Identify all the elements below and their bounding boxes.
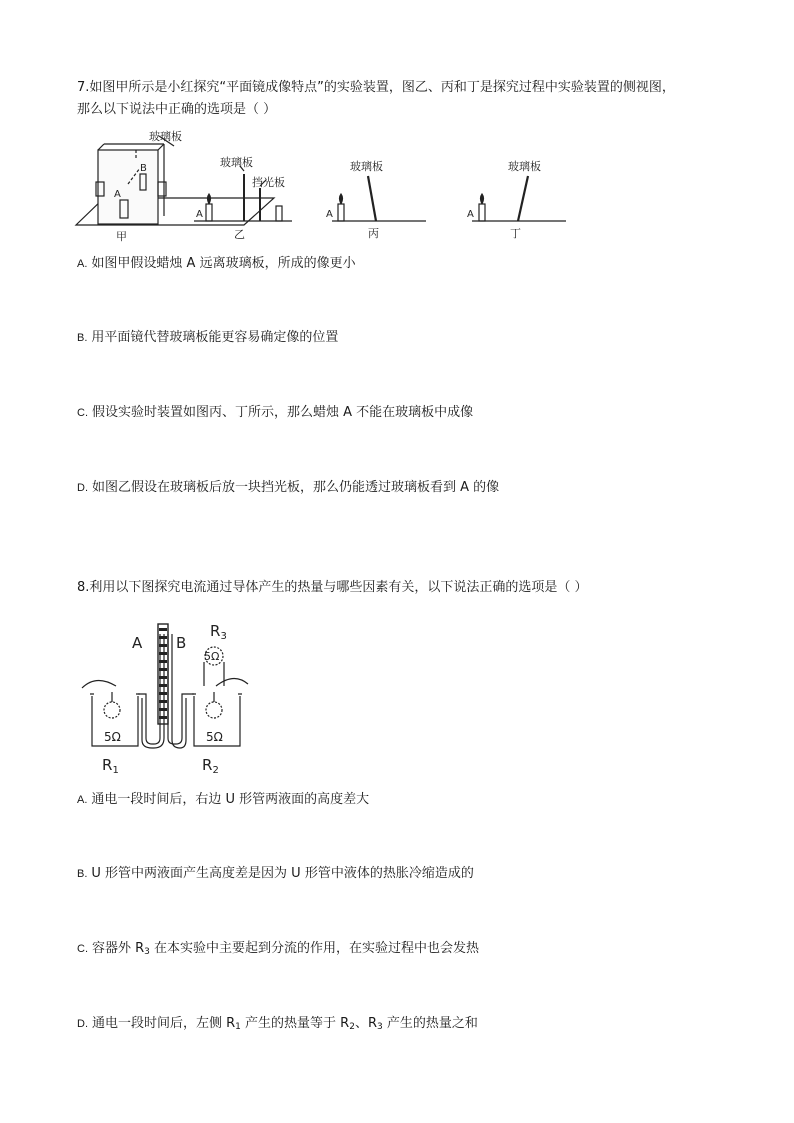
q8-option-d-sub1: 1 [235,1022,241,1032]
jia-caption: 甲 [116,230,127,243]
r2-value: 5Ω [206,730,223,744]
ding-label-a: A [467,209,474,220]
r1-label-sub: 1 [112,765,119,776]
r2-label-sub: 2 [212,765,219,776]
jia-label-a: A [114,189,121,200]
ding-glass-board [518,176,528,221]
q8-option-b[interactable] [77,864,474,884]
ding-candle-a [479,204,485,221]
u-tube-label-b: B [176,634,187,652]
q8-option-c-post: 在本实验中主要起到分流的作用，在实验过程中也会发热 [149,941,480,956]
r1-coil [104,702,120,718]
yi-label-a: A [196,209,203,220]
q8-option-c-letter: C. [77,943,88,955]
jia-clip-right [158,182,166,196]
yi-label-baffle: 挡光板 [252,176,285,189]
r1-label [102,756,119,776]
q8-option-d-letter: D. [77,1018,88,1030]
question-7-stem-line2: 那么以下说法中正确的选项是（ ） [77,102,277,117]
q7-option-c-text: 假设实验时装置如图丙、丁所示，那么蜡烛 A 不能在玻璃板中成像 [92,405,474,420]
q7-option-a[interactable] [77,254,356,274]
q8-option-d[interactable] [77,1014,478,1037]
bing-label-glass: 玻璃板 [350,160,383,173]
jia-label-b: B [140,163,147,174]
q7-option-a-text: 如图甲假设蜡烛 A 远离玻璃板，所成的像更小 [91,256,356,271]
yi-candle-b [276,206,282,221]
q7-option-b-letter: B. [77,332,88,344]
r3-value: 5Ω [204,650,220,663]
q7-option-c[interactable] [77,403,473,423]
q8-option-a-text: 通电一段时间后，右边 U 形管两液面的高度差大 [91,792,370,807]
q8-option-d-sub2: 2 [349,1022,355,1032]
q7-option-a-letter: A. [77,258,88,270]
q8-option-c-sub: 3 [144,947,150,957]
q7-option-d-letter: D. [77,482,88,494]
q7-option-b[interactable] [77,328,338,348]
q8-option-a-letter: A. [77,794,88,806]
bing-candle-a [338,204,344,221]
ding-caption: 丁 [510,227,521,240]
q7-option-d-text: 如图乙假设在玻璃板后放一块挡光板，那么仍能透过玻璃板看到 A 的像 [92,480,500,495]
q8-option-c[interactable] [77,939,479,962]
r2-coil [206,702,222,718]
ding-label-glass: 玻璃板 [508,160,541,173]
q8-option-d-post: 产生的热量之和 [382,1016,478,1031]
yi-label-glass: 玻璃板 [220,156,253,169]
jia-label-glass: 玻璃板 [149,130,182,143]
bing-caption: 丙 [368,227,379,240]
yi-caption: 乙 [234,228,245,241]
r3-label-sub: 3 [220,631,227,642]
q8-option-d-mid2: 、R [354,1016,377,1031]
r1-value: 5Ω [104,730,121,744]
q8-option-b-text: U 形管中两液面产生高度差是因为 U 形管中液体的热胀冷缩造成的 [91,866,474,881]
r3-label [210,622,227,642]
question-8-stem: 8.利用以下图探究电流通过导体产生的热量与哪些因素有关，以下说法正确的选项是（ ） [77,580,588,595]
r1-label-main: R [102,756,113,774]
question-7-stem-line1: 7.如图甲所示是小红探究“平面镜成像特点”的实验装置，图乙、丙和丁是探究过程中实验装置的侧视图， [77,80,675,95]
q8-option-d-sub3: 3 [377,1022,383,1032]
yi-candle-a [206,204,212,221]
q8-option-b-letter: B. [77,868,88,880]
q7-option-d[interactable] [77,478,499,498]
r2-label-main: R [202,756,213,774]
bing-label-a: A [326,209,333,220]
q8-option-d-mid: 产生的热量等于 R [240,1016,350,1031]
question-7-figure [74,130,574,246]
r2-label [202,756,219,776]
q7-option-b-text: 用平面镜代替玻璃板能更容易确定像的位置 [91,330,339,345]
q8-option-a[interactable] [77,790,369,810]
q7-option-c-letter: C. [77,407,88,419]
question-8-figure [76,614,256,782]
q8-option-c-pre: 容器外 R [92,941,145,956]
u-tube-label-a: A [132,634,143,652]
bing-glass-board [368,176,376,221]
q8-option-d-pre: 通电一段时间后，左侧 R [92,1016,236,1031]
r3-label-main: R [210,622,221,640]
